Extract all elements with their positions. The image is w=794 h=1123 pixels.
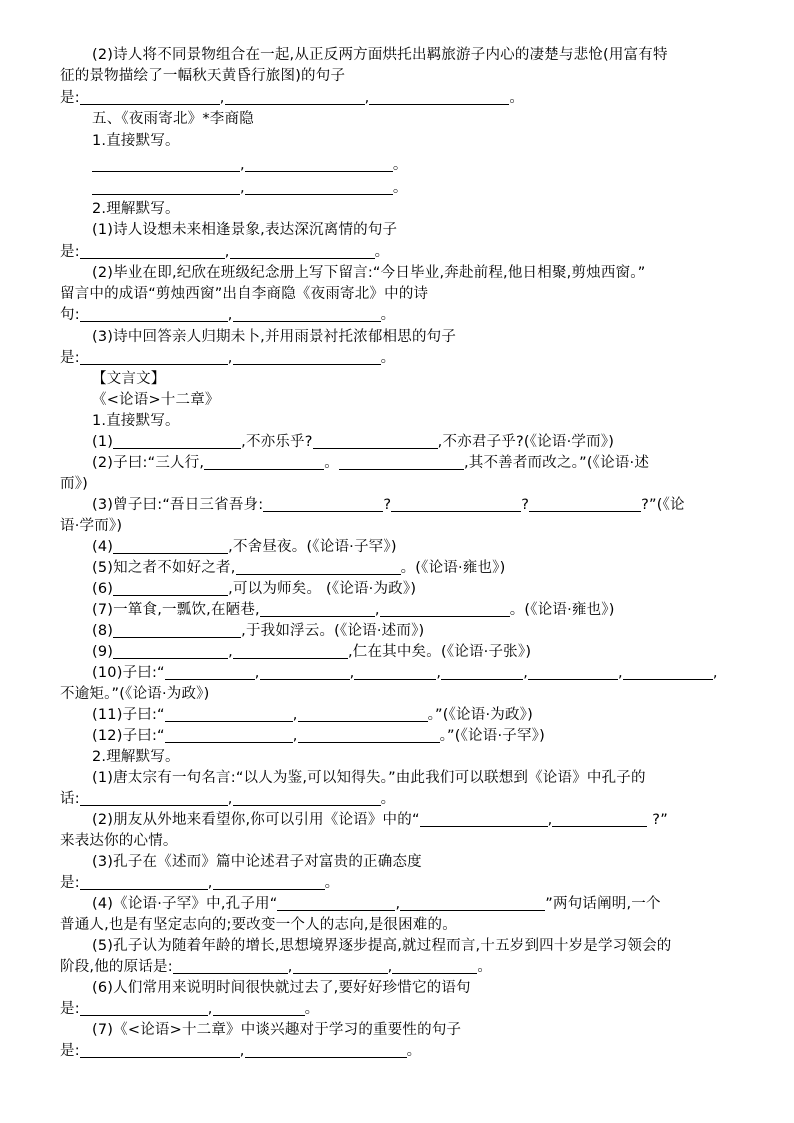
line-text: (6)人们常用来说明时间很快就过去了,要好好珍惜它的语句 [92,980,471,996]
blank-suffix: 。 [509,90,525,106]
blank-suffix: ?” [647,812,668,828]
fill-blank[interactable] [298,706,428,722]
line-text: (3)曾子曰:“吾日三省吾身: [92,497,264,513]
line-text: 征的景物描绘了一幅秋天黄昏行旅图)的句子 [60,68,346,84]
line-text: (9) [92,644,114,660]
line-text: (4)《论语·子罕》中,孔子用“ [92,896,278,912]
text-line [92,978,471,998]
text-line [92,579,416,599]
fill-blank[interactable] [392,958,477,974]
blank-suffix: , [292,707,298,723]
text-line [60,242,389,262]
fill-blank[interactable] [260,601,375,617]
text-line [92,600,615,620]
blank-suffix: ,不舍昼夜。(《论语·子罕》) [228,539,397,555]
fill-blank[interactable] [369,89,509,105]
line-text: (1)诗人设想未来相逢景象,表达深沉离情的句子 [92,222,398,238]
blank-suffix: , [227,791,233,807]
text-line [92,263,645,283]
line-text: 句: [60,307,80,323]
text-line [60,873,339,893]
fill-blank[interactable] [233,643,348,659]
blank-suffix: ?”(《论 [641,497,685,513]
fill-blank[interactable] [113,433,241,449]
fill-blank[interactable] [92,156,240,172]
fill-blank[interactable] [165,706,293,722]
text-line [92,155,408,175]
blank-suffix: ? [521,497,530,513]
text-line [92,327,456,347]
blank-suffix: 。 [380,791,396,807]
fill-blank[interactable] [441,664,523,680]
fill-blank[interactable] [263,496,383,512]
fill-blank[interactable] [113,538,228,554]
line-text: 《<论语>十二章》 [92,392,220,408]
blank-suffix: , [239,1043,245,1059]
text-line [92,537,397,557]
line-text: 语·学而》) [60,518,123,534]
fill-blank[interactable] [165,664,255,680]
blank-suffix: , [254,665,260,681]
line-text: 而》) [60,476,89,492]
line-text: 2.理解默写。 [92,201,180,217]
blank-suffix: , [292,728,298,744]
blank-suffix: , [224,244,230,260]
fill-blank[interactable] [236,559,401,575]
blank-suffix: 。 [380,307,396,323]
line-text: (1) [92,434,114,450]
line-text: 是: [60,90,80,106]
text-line [60,789,395,809]
line-text: (8) [92,623,114,639]
fill-blank[interactable] [298,727,440,743]
line-text: 五、《夜雨寄北》*李商隐 [92,111,254,127]
blank-suffix: 。 [477,959,493,975]
text-line [92,936,671,956]
blank-suffix: , [228,644,233,660]
text-line [92,131,180,151]
blank-suffix: , [364,90,370,106]
fill-blank[interactable] [80,874,208,890]
fill-blank[interactable] [80,89,220,105]
line-text: (5)孔子认为随着年龄的增长,思想境界逐步提高,就过程而言,十五岁到四十岁是学习领会的 [92,938,672,954]
text-line [92,411,180,431]
blank-suffix: 。 [324,455,339,471]
blank-suffix: 。 [392,180,408,196]
blank-suffix: 。 [380,350,396,366]
blank-suffix: 。 [374,244,390,260]
blank-suffix: 。 [406,1043,422,1059]
blank-suffix: 。 [324,875,340,891]
line-text: 留言中的成语“剪烛西窗”出自李商隐《夜雨寄北》中的诗 [60,286,429,302]
text-line [60,684,209,704]
text-line [92,1020,461,1040]
text-line [92,747,180,767]
text-line [92,453,649,473]
blank-suffix: , [395,896,401,912]
blank-suffix: , [547,812,553,828]
text-line [92,894,661,914]
text-line [92,109,254,129]
text-line [92,199,180,219]
fill-blank[interactable] [92,179,240,195]
text-line [92,705,533,725]
line-text: (4) [92,539,114,555]
line-text: (11)子曰:“ [92,707,165,723]
fill-blank[interactable] [230,243,375,259]
fill-blank[interactable] [260,664,350,680]
blank-suffix: , [227,350,233,366]
blank-suffix: , [436,665,442,681]
text-line [60,957,492,977]
text-line [92,432,614,452]
text-line [92,495,685,515]
line-text: (7)一箪食,一瓢饮,在陋巷, [92,602,260,618]
blank-suffix: , [349,665,355,681]
fill-blank[interactable] [339,454,464,470]
line-text: 来表达你的心情。 [60,833,178,849]
text-line [92,45,668,65]
blank-suffix: , [712,665,718,681]
text-line [92,852,422,872]
fill-blank[interactable] [420,811,548,827]
fill-blank[interactable] [80,243,225,259]
text-line [92,642,531,662]
line-text: 1.直接默写。 [92,133,180,149]
line-text: (10)子曰:“ [92,665,165,681]
blank-suffix: , [287,959,293,975]
fill-blank[interactable] [213,1000,305,1016]
fill-blank[interactable] [113,643,228,659]
blank-suffix: ,不亦君子乎?(《论语·学而》) [437,434,615,450]
line-text: (3)孔子在《述而》篇中论述君子对富贵的正确态度 [92,854,422,870]
fill-blank[interactable] [204,454,324,470]
line-text: (2)子曰:“三人行, [92,455,205,471]
text-line [60,474,88,494]
text-line [60,999,319,1019]
blank-suffix: ”两句话阐明,一个 [545,896,661,912]
fill-blank[interactable] [213,874,325,890]
line-text: (7)《<论语>十二章》中谈兴趣对于学习的重要性的句子 [92,1022,462,1038]
fill-blank[interactable] [354,664,436,680]
fill-blank[interactable] [391,496,521,512]
fill-blank[interactable] [552,811,647,827]
blank-suffix: , [240,157,245,173]
fill-blank[interactable] [80,306,228,322]
blank-suffix: ,于我如浮云。(《论语·述而》) [241,623,425,639]
fill-blank[interactable] [113,622,241,638]
blank-suffix: , [240,180,245,196]
line-text: 话: [60,791,80,807]
text-line [60,915,457,935]
blank-suffix: , [227,307,233,323]
line-text: 是: [60,350,80,366]
fill-blank[interactable] [113,580,228,596]
blank-suffix: , [618,665,623,681]
text-line [92,220,397,240]
blank-suffix: 。(《论语·雍也》) [400,560,506,576]
text-line [92,369,166,389]
fill-blank[interactable] [225,89,365,105]
blank-suffix: 。”(《论语·子罕》) [439,728,545,744]
blank-suffix: , [219,90,225,106]
text-line [60,305,395,325]
fill-blank[interactable] [80,790,228,806]
text-line [92,558,506,578]
fill-blank[interactable] [173,958,288,974]
fill-blank[interactable] [80,1042,240,1058]
fill-blank[interactable] [400,895,545,911]
fill-blank[interactable] [245,156,393,172]
line-text: 不逾矩。”(《论语·为政》) [60,686,210,702]
blank-suffix: ,仁在其中矣。(《论语·子张》) [347,644,532,660]
fill-blank[interactable] [293,958,388,974]
text-line [60,284,428,304]
line-text: (5)知之者不如好之者, [92,560,236,576]
fill-blank[interactable] [245,179,393,195]
text-line [60,66,345,86]
fill-blank[interactable] [245,1042,407,1058]
fill-blank[interactable] [313,433,438,449]
text-line [60,348,395,368]
line-text: (2)朋友从外地来看望你,你可以引用《论语》中的“ [92,812,420,828]
fill-blank[interactable] [529,496,641,512]
fill-blank[interactable] [233,306,381,322]
blank-suffix: , [523,665,529,681]
blank-suffix: ? [383,497,392,513]
line-text: (6) [92,581,114,597]
text-line [60,88,524,108]
blank-suffix: , [207,875,213,891]
fill-blank[interactable] [623,664,713,680]
blank-suffix: 。(《论语·雍也》) [509,602,615,618]
fill-blank[interactable] [233,349,381,365]
blank-suffix: ,不亦乐乎? [241,434,313,450]
text-line [60,831,178,851]
blank-suffix: 。”(《论语·为政》) [427,707,533,723]
text-line [60,516,122,536]
blank-suffix: 。 [392,157,408,173]
blank-suffix: , [374,602,380,618]
line-text: (2)毕业在即,纪欣在班级纪念册上写下留言:“今日毕业,奔赴前程,他日相聚,剪烛西窗。” [92,265,646,281]
text-line [92,178,408,198]
line-text: 是: [60,244,80,260]
fill-blank[interactable] [233,790,381,806]
blank-suffix: ,其不善者而改之。”(《论语·述 [463,455,650,471]
text-line [60,1041,421,1061]
line-text: 是: [60,1001,80,1017]
line-text: (3)诗中回答亲人归期未卜,并用雨景衬托浓郁相思的句子 [92,329,457,345]
line-text: (2)诗人将不同景物组合在一起,从正反两方面烘托出羁旅游子内心的凄楚与悲怆(用富有特 [92,47,668,63]
fill-blank[interactable] [528,664,618,680]
line-text: 是: [60,875,80,891]
fill-blank[interactable] [380,601,510,617]
fill-blank[interactable] [80,1000,208,1016]
line-text: 普通人,也是有坚定志向的;要改变一个人的志向,是很困难的。 [60,917,457,933]
blank-suffix: 。 [304,1001,320,1017]
line-text: 阶段,他的原话是: [60,959,173,975]
blank-suffix: , [387,959,393,975]
line-text: (1)唐太宗有一句名言:“以人为鉴,可以知得失。”由此我们可以联想到《论语》中孔子的 [92,770,646,786]
text-line [92,663,718,683]
line-text: 2.理解默写。 [92,749,180,765]
text-line [92,768,646,788]
text-line [92,726,545,746]
blank-suffix: ,可以为师矣。 (《论语·为政》) [228,581,417,597]
line-text: 1.直接默写。 [92,413,180,429]
fill-blank[interactable] [80,349,228,365]
line-text: (12)子曰:“ [92,728,165,744]
text-line [92,810,668,830]
fill-blank[interactable] [165,727,293,743]
line-text: 是: [60,1043,80,1059]
blank-suffix: , [207,1001,213,1017]
fill-blank[interactable] [277,895,395,911]
line-text: 【文言文】 [92,371,166,387]
text-line [92,390,220,410]
text-line [92,621,424,641]
